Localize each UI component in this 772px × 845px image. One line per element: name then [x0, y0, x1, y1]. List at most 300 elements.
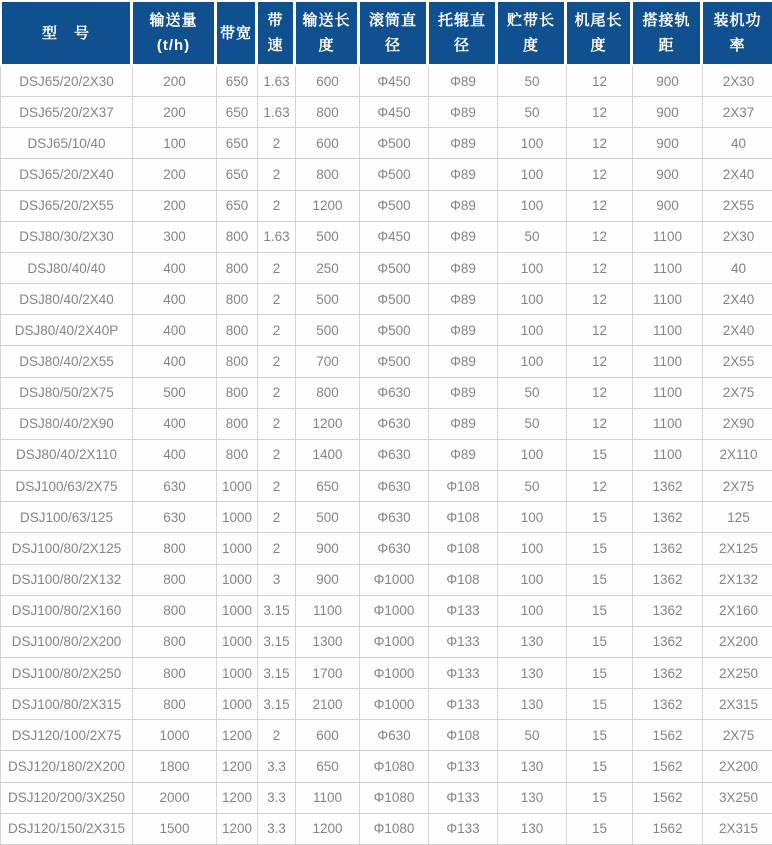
- value-cell: 100: [498, 440, 567, 471]
- value-cell: 2X75: [703, 471, 772, 502]
- value-cell: 2: [258, 159, 296, 190]
- value-cell: 650: [217, 128, 258, 159]
- value-cell: 800: [133, 533, 217, 564]
- value-cell: 130: [498, 689, 567, 720]
- header-cell-3: 带 速: [258, 0, 296, 66]
- value-cell: 1000: [217, 502, 258, 533]
- value-cell: 100: [498, 284, 567, 315]
- value-cell: 12: [567, 409, 633, 440]
- value-cell: 1100: [633, 409, 703, 440]
- value-cell: 3.15: [258, 627, 296, 658]
- table-header-row: [0, 0, 772, 66]
- value-cell: Φ133: [429, 689, 498, 720]
- value-cell: 1000: [217, 689, 258, 720]
- value-cell: 50: [498, 720, 567, 751]
- value-cell: Φ630: [360, 720, 429, 751]
- value-cell: 1362: [633, 658, 703, 689]
- value-cell: 3.15: [258, 658, 296, 689]
- value-cell: 100: [498, 253, 567, 284]
- value-cell: Φ1000: [360, 565, 429, 596]
- table-row: [0, 471, 772, 502]
- value-cell: 3.3: [258, 814, 296, 845]
- value-cell: 100: [498, 128, 567, 159]
- table-row: [0, 720, 772, 751]
- value-cell: 400: [133, 253, 217, 284]
- value-cell: 2000: [133, 783, 217, 814]
- value-cell: 2: [258, 346, 296, 377]
- value-cell: 600: [296, 66, 360, 97]
- value-cell: Φ630: [360, 471, 429, 502]
- value-cell: 1100: [633, 253, 703, 284]
- value-cell: 1200: [217, 751, 258, 782]
- value-cell: Φ133: [429, 658, 498, 689]
- value-cell: 2: [258, 471, 296, 502]
- table-row: [0, 409, 772, 440]
- value-cell: 15: [567, 502, 633, 533]
- model-cell: DSJ120/200/3X250: [0, 783, 133, 814]
- value-cell: 2X250: [703, 658, 772, 689]
- value-cell: 800: [133, 627, 217, 658]
- value-cell: 3: [258, 565, 296, 596]
- value-cell: 15: [567, 689, 633, 720]
- value-cell: Φ133: [429, 814, 498, 845]
- model-cell: DSJ100/63/125: [0, 502, 133, 533]
- header-cell-5: 滚筒直 径: [360, 0, 429, 66]
- table-row: [0, 378, 772, 409]
- model-cell: DSJ80/50/2X75: [0, 378, 133, 409]
- value-cell: 800: [217, 440, 258, 471]
- value-cell: Φ89: [429, 440, 498, 471]
- model-cell: DSJ65/20/2X30: [0, 66, 133, 97]
- table-row: [0, 128, 772, 159]
- value-cell: Φ500: [360, 346, 429, 377]
- value-cell: 1200: [296, 191, 360, 222]
- value-cell: 1100: [633, 378, 703, 409]
- value-cell: 2100: [296, 689, 360, 720]
- value-cell: 1000: [217, 596, 258, 627]
- value-cell: 100: [498, 191, 567, 222]
- value-cell: 2X110: [703, 440, 772, 471]
- value-cell: 15: [567, 751, 633, 782]
- value-cell: Φ133: [429, 596, 498, 627]
- value-cell: 3.15: [258, 689, 296, 720]
- table-row: [0, 565, 772, 596]
- value-cell: 2X90: [703, 409, 772, 440]
- table-row: [0, 284, 772, 315]
- value-cell: 15: [567, 440, 633, 471]
- model-cell: DSJ80/40/2X40: [0, 284, 133, 315]
- value-cell: 400: [133, 315, 217, 346]
- value-cell: 1362: [633, 471, 703, 502]
- model-cell: DSJ80/40/2X55: [0, 346, 133, 377]
- table-row: [0, 97, 772, 128]
- value-cell: 200: [133, 66, 217, 97]
- value-cell: Φ450: [360, 66, 429, 97]
- value-cell: 1000: [217, 565, 258, 596]
- value-cell: 900: [633, 159, 703, 190]
- value-cell: Φ500: [360, 191, 429, 222]
- value-cell: 100: [498, 596, 567, 627]
- value-cell: 3.3: [258, 751, 296, 782]
- value-cell: 800: [133, 565, 217, 596]
- value-cell: 800: [217, 346, 258, 377]
- value-cell: 130: [498, 658, 567, 689]
- value-cell: 1362: [633, 565, 703, 596]
- value-cell: Φ108: [429, 720, 498, 751]
- model-cell: DSJ65/10/40: [0, 128, 133, 159]
- value-cell: Φ133: [429, 627, 498, 658]
- value-cell: 2: [258, 191, 296, 222]
- value-cell: 2X315: [703, 814, 772, 845]
- model-cell: DSJ100/63/2X75: [0, 471, 133, 502]
- value-cell: Φ89: [429, 284, 498, 315]
- table-row: [0, 689, 772, 720]
- value-cell: 2X30: [703, 222, 772, 253]
- value-cell: 400: [133, 346, 217, 377]
- value-cell: 130: [498, 783, 567, 814]
- value-cell: 900: [296, 565, 360, 596]
- value-cell: 15: [567, 596, 633, 627]
- header-cell-9: 搭接轨 距: [633, 0, 703, 66]
- value-cell: 300: [133, 222, 217, 253]
- value-cell: 650: [217, 66, 258, 97]
- value-cell: 1000: [217, 627, 258, 658]
- value-cell: 2: [258, 128, 296, 159]
- value-cell: Φ89: [429, 222, 498, 253]
- model-cell: DSJ100/80/2X250: [0, 658, 133, 689]
- value-cell: Φ89: [429, 191, 498, 222]
- header-cell-8: 机尾长 度: [567, 0, 633, 66]
- value-cell: 800: [296, 97, 360, 128]
- model-cell: DSJ80/40/2X90: [0, 409, 133, 440]
- value-cell: 400: [133, 440, 217, 471]
- table-row: [0, 253, 772, 284]
- value-cell: 130: [498, 751, 567, 782]
- value-cell: Φ1000: [360, 658, 429, 689]
- value-cell: 12: [567, 253, 633, 284]
- value-cell: 900: [296, 533, 360, 564]
- value-cell: 12: [567, 378, 633, 409]
- value-cell: 1362: [633, 627, 703, 658]
- value-cell: 2: [258, 315, 296, 346]
- value-cell: Φ1000: [360, 689, 429, 720]
- value-cell: 15: [567, 627, 633, 658]
- value-cell: 100: [498, 346, 567, 377]
- value-cell: 900: [633, 128, 703, 159]
- value-cell: 2X160: [703, 596, 772, 627]
- value-cell: 15: [567, 658, 633, 689]
- header-cell-2: 带宽: [217, 0, 258, 66]
- value-cell: Φ89: [429, 346, 498, 377]
- model-cell: DSJ100/80/2X125: [0, 533, 133, 564]
- value-cell: 1362: [633, 502, 703, 533]
- model-cell: DSJ65/20/2X55: [0, 191, 133, 222]
- header-cell-10: 装机功 率: [703, 0, 772, 66]
- value-cell: Φ1000: [360, 596, 429, 627]
- value-cell: Φ89: [429, 253, 498, 284]
- value-cell: 1200: [217, 783, 258, 814]
- value-cell: Φ108: [429, 502, 498, 533]
- value-cell: 12: [567, 315, 633, 346]
- value-cell: 400: [133, 409, 217, 440]
- value-cell: 1400: [296, 440, 360, 471]
- value-cell: 1.63: [258, 97, 296, 128]
- value-cell: 1000: [217, 471, 258, 502]
- value-cell: 600: [296, 128, 360, 159]
- value-cell: 650: [217, 159, 258, 190]
- value-cell: Φ500: [360, 159, 429, 190]
- value-cell: 1562: [633, 783, 703, 814]
- value-cell: Φ630: [360, 378, 429, 409]
- value-cell: 900: [633, 97, 703, 128]
- value-cell: Φ450: [360, 97, 429, 128]
- model-cell: DSJ80/40/2X110: [0, 440, 133, 471]
- value-cell: 800: [217, 253, 258, 284]
- value-cell: 3.3: [258, 783, 296, 814]
- value-cell: Φ500: [360, 284, 429, 315]
- value-cell: 12: [567, 191, 633, 222]
- value-cell: 1000: [133, 720, 217, 751]
- table-row: [0, 502, 772, 533]
- value-cell: Φ1080: [360, 751, 429, 782]
- value-cell: 1100: [633, 346, 703, 377]
- value-cell: 1200: [217, 720, 258, 751]
- value-cell: 2X30: [703, 66, 772, 97]
- value-cell: 500: [133, 378, 217, 409]
- table-row: [0, 66, 772, 97]
- value-cell: 100: [498, 533, 567, 564]
- value-cell: 800: [296, 378, 360, 409]
- model-cell: DSJ80/40/40: [0, 253, 133, 284]
- value-cell: 1562: [633, 814, 703, 845]
- value-cell: 2X132: [703, 565, 772, 596]
- value-cell: 1200: [217, 814, 258, 845]
- model-cell: DSJ65/20/2X37: [0, 97, 133, 128]
- value-cell: 1100: [633, 315, 703, 346]
- value-cell: 15: [567, 814, 633, 845]
- table-row: [0, 751, 772, 782]
- header-cell-6: 托辊直 径: [429, 0, 498, 66]
- value-cell: 2X40: [703, 284, 772, 315]
- value-cell: 2X200: [703, 751, 772, 782]
- value-cell: 900: [633, 191, 703, 222]
- value-cell: Φ89: [429, 97, 498, 128]
- header-cell-7: 贮带长 度: [498, 0, 567, 66]
- value-cell: 250: [296, 253, 360, 284]
- table-body: [0, 66, 772, 845]
- value-cell: 1700: [296, 658, 360, 689]
- value-cell: 630: [133, 471, 217, 502]
- value-cell: 2: [258, 502, 296, 533]
- value-cell: 800: [133, 596, 217, 627]
- model-cell: DSJ80/40/2X40P: [0, 315, 133, 346]
- value-cell: 3.15: [258, 596, 296, 627]
- table-row: [0, 440, 772, 471]
- value-cell: 800: [217, 409, 258, 440]
- value-cell: Φ630: [360, 409, 429, 440]
- value-cell: 12: [567, 222, 633, 253]
- value-cell: 2X75: [703, 378, 772, 409]
- value-cell: 15: [567, 720, 633, 751]
- model-cell: DSJ65/20/2X40: [0, 159, 133, 190]
- value-cell: 50: [498, 471, 567, 502]
- value-cell: 2X125: [703, 533, 772, 564]
- table-row: [0, 658, 772, 689]
- table-row: [0, 627, 772, 658]
- value-cell: 100: [498, 565, 567, 596]
- value-cell: 2X75: [703, 720, 772, 751]
- value-cell: 800: [133, 689, 217, 720]
- value-cell: 1562: [633, 751, 703, 782]
- value-cell: 15: [567, 533, 633, 564]
- value-cell: 1300: [296, 627, 360, 658]
- value-cell: 200: [133, 159, 217, 190]
- value-cell: 650: [296, 751, 360, 782]
- model-cell: DSJ100/80/2X160: [0, 596, 133, 627]
- value-cell: 2: [258, 440, 296, 471]
- value-cell: 100: [498, 315, 567, 346]
- value-cell: Φ89: [429, 159, 498, 190]
- value-cell: 1000: [217, 658, 258, 689]
- value-cell: 50: [498, 97, 567, 128]
- value-cell: 500: [296, 502, 360, 533]
- value-cell: 2: [258, 533, 296, 564]
- value-cell: 12: [567, 159, 633, 190]
- model-cell: DSJ100/80/2X132: [0, 565, 133, 596]
- value-cell: 2: [258, 409, 296, 440]
- value-cell: 12: [567, 346, 633, 377]
- value-cell: Φ108: [429, 533, 498, 564]
- value-cell: 1.63: [258, 66, 296, 97]
- value-cell: 650: [217, 97, 258, 128]
- value-cell: 100: [498, 502, 567, 533]
- value-cell: 100: [133, 128, 217, 159]
- header-cell-0: 型 号: [0, 0, 133, 66]
- value-cell: 900: [633, 66, 703, 97]
- value-cell: 40: [703, 128, 772, 159]
- table-row: [0, 346, 772, 377]
- value-cell: Φ1080: [360, 814, 429, 845]
- value-cell: 1562: [633, 720, 703, 751]
- value-cell: 130: [498, 814, 567, 845]
- value-cell: 500: [296, 315, 360, 346]
- header-cell-4: 输送长 度: [296, 0, 360, 66]
- value-cell: Φ450: [360, 222, 429, 253]
- model-cell: DSJ120/180/2X200: [0, 751, 133, 782]
- value-cell: 15: [567, 783, 633, 814]
- value-cell: 500: [296, 284, 360, 315]
- value-cell: 1000: [217, 533, 258, 564]
- value-cell: Φ630: [360, 533, 429, 564]
- value-cell: 130: [498, 627, 567, 658]
- value-cell: 3X250: [703, 783, 772, 814]
- value-cell: Φ89: [429, 315, 498, 346]
- value-cell: 2X315: [703, 689, 772, 720]
- value-cell: Φ500: [360, 128, 429, 159]
- model-cell: DSJ80/30/2X30: [0, 222, 133, 253]
- table-row: [0, 533, 772, 564]
- value-cell: 1100: [633, 222, 703, 253]
- value-cell: Φ89: [429, 378, 498, 409]
- value-cell: 700: [296, 346, 360, 377]
- value-cell: 12: [567, 66, 633, 97]
- value-cell: Φ108: [429, 565, 498, 596]
- value-cell: 50: [498, 409, 567, 440]
- value-cell: 12: [567, 284, 633, 315]
- value-cell: 1100: [296, 783, 360, 814]
- value-cell: Φ133: [429, 783, 498, 814]
- value-cell: 630: [133, 502, 217, 533]
- model-cell: DSJ120/100/2X75: [0, 720, 133, 751]
- value-cell: 800: [296, 159, 360, 190]
- value-cell: 400: [133, 284, 217, 315]
- value-cell: Φ1000: [360, 627, 429, 658]
- value-cell: 2: [258, 284, 296, 315]
- value-cell: 200: [133, 97, 217, 128]
- value-cell: 1200: [296, 409, 360, 440]
- value-cell: Φ108: [429, 471, 498, 502]
- model-cell: DSJ100/80/2X315: [0, 689, 133, 720]
- value-cell: 2X40: [703, 159, 772, 190]
- value-cell: 15: [567, 565, 633, 596]
- table-row: [0, 315, 772, 346]
- value-cell: Φ89: [429, 409, 498, 440]
- value-cell: 800: [133, 658, 217, 689]
- value-cell: 1.63: [258, 222, 296, 253]
- value-cell: Φ630: [360, 502, 429, 533]
- value-cell: 12: [567, 471, 633, 502]
- value-cell: 2: [258, 378, 296, 409]
- value-cell: 50: [498, 66, 567, 97]
- value-cell: 50: [498, 378, 567, 409]
- value-cell: 2X55: [703, 191, 772, 222]
- table-row: [0, 222, 772, 253]
- value-cell: 2X200: [703, 627, 772, 658]
- value-cell: Φ89: [429, 66, 498, 97]
- value-cell: 1100: [633, 284, 703, 315]
- value-cell: 125: [703, 502, 772, 533]
- value-cell: 200: [133, 191, 217, 222]
- value-cell: 1100: [296, 596, 360, 627]
- value-cell: 2X55: [703, 346, 772, 377]
- model-cell: DSJ100/80/2X200: [0, 627, 133, 658]
- value-cell: 2: [258, 720, 296, 751]
- table-row: [0, 814, 772, 845]
- value-cell: Φ500: [360, 253, 429, 284]
- value-cell: 2X40: [703, 315, 772, 346]
- table-row: [0, 596, 772, 627]
- table-row: [0, 783, 772, 814]
- value-cell: 500: [296, 222, 360, 253]
- value-cell: 50: [498, 222, 567, 253]
- value-cell: 12: [567, 128, 633, 159]
- value-cell: Φ133: [429, 751, 498, 782]
- value-cell: 1500: [133, 814, 217, 845]
- value-cell: Φ500: [360, 315, 429, 346]
- value-cell: Φ89: [429, 128, 498, 159]
- value-cell: Φ1080: [360, 783, 429, 814]
- value-cell: 800: [217, 222, 258, 253]
- value-cell: 1200: [296, 814, 360, 845]
- value-cell: 12: [567, 97, 633, 128]
- value-cell: 600: [296, 720, 360, 751]
- header-cell-1: 输送量 (t/h): [133, 0, 217, 66]
- value-cell: 1362: [633, 689, 703, 720]
- table-row: [0, 159, 772, 190]
- value-cell: 1100: [633, 440, 703, 471]
- value-cell: 650: [296, 471, 360, 502]
- model-cell: DSJ120/150/2X315: [0, 814, 133, 845]
